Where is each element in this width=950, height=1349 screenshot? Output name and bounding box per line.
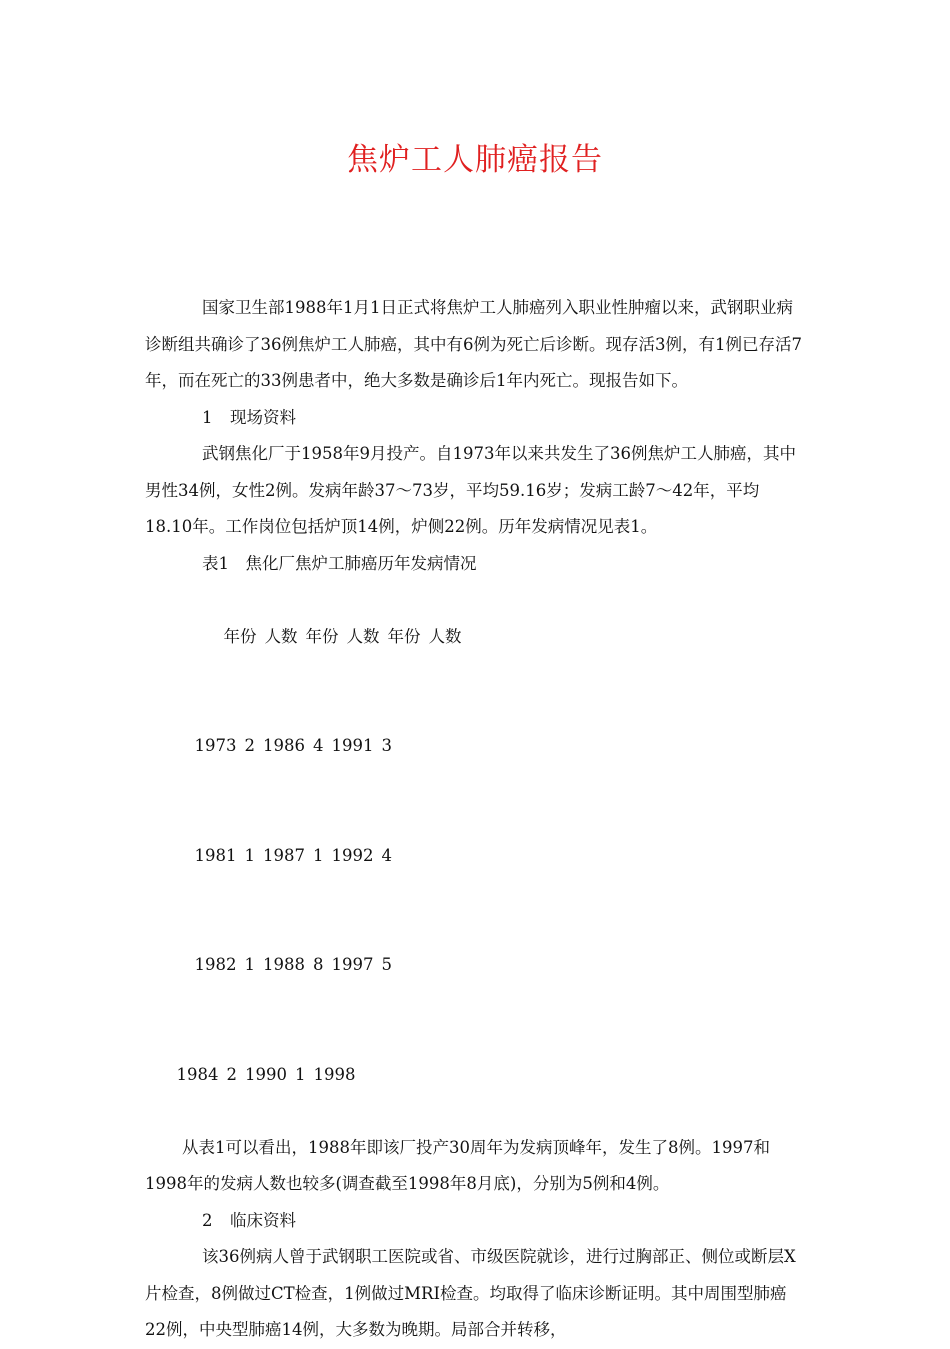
table-row: [145, 692, 805, 802]
table-row: [145, 911, 805, 1021]
table-header-cell: 人数: [428, 626, 462, 646]
table-cell: 1998: [313, 1064, 356, 1084]
section-2-title: 临床资料: [230, 1210, 296, 1230]
table-cell: 1982: [194, 955, 237, 974]
table-cell: 1973: [194, 736, 237, 755]
table-cell: 1984: [176, 1064, 219, 1084]
document-body: [145, 290, 805, 1349]
table-row: [145, 801, 805, 911]
table-header-cell: 人数: [346, 626, 380, 646]
section-1-number: 1: [202, 407, 213, 427]
table-cell: 1: [244, 955, 255, 974]
table-cell: 2: [244, 736, 255, 755]
table-cell: 1992: [331, 845, 374, 865]
intro-paragraph: 国家卫生部1988年1月1日正式将焦炉工人肺癌列入职业性肿瘤以来，武钢职业病诊断组共确诊了36例焦炉工人肺癌，其中有6例为死亡后诊断。现存活3例，有1例已存活7年，而在死亡的33例患者中，绝大多数是确诊后1年内死亡。现报告如下。: [145, 298, 802, 390]
table-cell: 1: [312, 845, 324, 865]
section-2-number: 2: [202, 1210, 213, 1230]
table-cell: 1981: [194, 845, 237, 865]
table-header-cell: 年份: [387, 626, 421, 646]
clinical-paragraph: 该36例病人曾于武钢职工医院或省、市级医院就诊，进行过胸部正、侧位或断层X片检查，8例做过CT检查，1例做过MRI检查。均取得了临床诊断证明。其中周围型肺癌22例，中央型肺癌14例，大多数为晚期。局部合并转移，: [145, 1247, 796, 1339]
table-cell: 1991: [331, 736, 374, 755]
table-cell: 1: [294, 1064, 306, 1084]
table-cell: 1988: [262, 955, 305, 974]
section-1-title: 现场资料: [230, 407, 296, 427]
table-header-cell: 年份: [305, 626, 339, 646]
section-2-heading: [145, 1203, 805, 1240]
table-cell: 5: [381, 955, 392, 974]
table-cell: 8: [312, 955, 324, 974]
table-header-row: [145, 582, 805, 692]
table-cell: 1986: [262, 736, 305, 755]
table-cell: 1: [244, 845, 255, 865]
table-cell: 4: [312, 736, 324, 755]
table-cell: 4: [381, 845, 392, 865]
table-header-cell: 人数: [264, 626, 298, 646]
table-caption: 表1 焦化厂焦炉工肺癌历年发病情况: [202, 553, 477, 573]
section-1-heading: [145, 400, 805, 437]
table-cell: 2: [226, 1064, 237, 1084]
table-cell: 1987: [262, 845, 305, 865]
table-header-cell: 年份: [223, 626, 257, 646]
incidence-table: [145, 582, 805, 1130]
table-row: [145, 1020, 805, 1130]
table-cell: 1997: [331, 955, 374, 974]
table-analysis-paragraph: 从表1可以看出，1988年即该厂投产30周年为发病顶峰年，发生了8例。1997和1998年的发病人数也较多(调查截至1998年8月底)，分别为5例和4例。: [145, 1137, 770, 1193]
site-paragraph: 武钢焦化厂于1958年9月投产。自1973年以来共发生了36例焦炉工人肺癌，其中男性34例，女性2例。发病年龄37～73岁，平均59.16岁；发病工龄7～42年，平均18.10年。工作岗位包括炉顶14例，炉侧22例。历年发病情况见表1。: [145, 444, 796, 536]
page-title: 焦炉工人肺癌报告: [347, 142, 603, 178]
table-cell: 1990: [244, 1064, 287, 1084]
table-cell: 3: [381, 736, 392, 755]
